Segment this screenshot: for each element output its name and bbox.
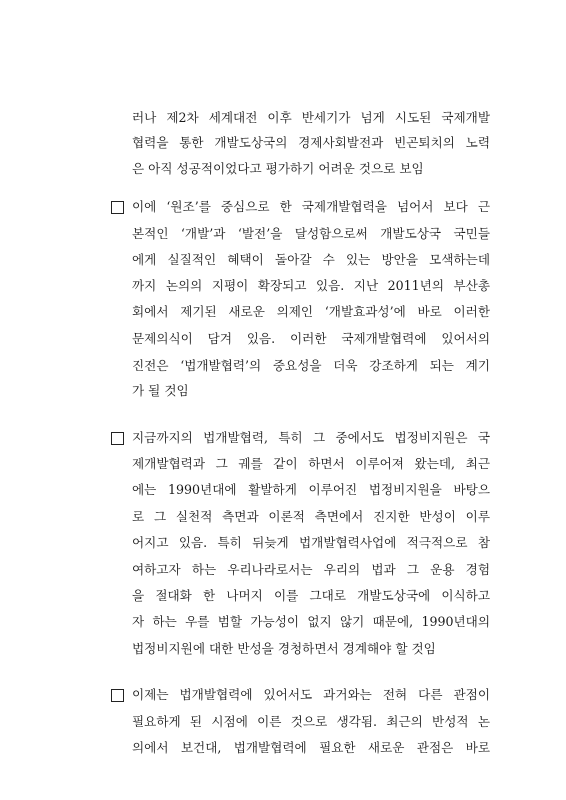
paragraph-line: 이제는 법개발협력에 있어서도 과거와는 전혀 다른 관점이 (132, 687, 490, 702)
paragraph-line: 여하고자 하는 우리나라로서는 우리의 법과 그 운용 경험 (132, 562, 490, 577)
paragraph-line: 에게 실질적인 혜택이 돌아갈 수 있는 방안을 모색하는데 (132, 252, 490, 267)
paragraph-line: 의에서 보건대, 법개발협력에 필요한 새로운 관점은 바로 (132, 740, 490, 755)
paragraph-line: 문제의식이 담겨 있음. 이러한 국제개발협력에 있어서의 (132, 331, 490, 346)
checkbox-bullet-icon (111, 432, 124, 445)
paragraph-line: 에는 1990년대에 활발하게 이루어진 법정비지원을 바탕으 (132, 482, 490, 497)
paragraph-line: 자 하는 우를 범할 가능성이 없지 않기 때문에, 1990년대의 (132, 614, 490, 629)
paragraph-line: 까지 논의의 지평이 확장되고 있음. 지난 2011년의 부산총 (132, 278, 490, 293)
paragraph-line: 이에 ‘원조’를 중심으로 한 국제개발협력을 넘어서 보다 근 (132, 199, 490, 214)
paragraph-line: 진전은 ‘법개발협력’의 중요성을 더욱 강조하게 되는 계기 (132, 358, 490, 373)
paragraph-line: 은 아직 성공적이었다고 평가하기 어려운 것으로 보임 (132, 161, 424, 176)
paragraph-line: 회에서 제기된 새로운 의제인 ‘개발효과성’에 바로 이러한 (132, 304, 490, 319)
paragraph-line: 로 그 실천적 측면과 이론적 측면에서 진지한 반성이 이루 (132, 509, 490, 524)
paragraph-line: 필요하게 된 시점에 이른 것으로 생각됨. 최근의 반성적 논 (132, 714, 490, 729)
paragraph-line: 지금까지의 법개발협력, 특히 그 중에서도 법정비지원은 국 (132, 430, 490, 445)
paragraph-line: 러나 제2차 세계대전 이후 반세기가 넘게 시도된 국제개발 (132, 110, 490, 125)
paragraph-line: 을 절대화 한 나머지 이를 그대로 개발도상국에 이식하고 (132, 588, 490, 603)
paragraph-line: 어지고 있음. 특히 뒤늦게 법개발협력사업에 적극적으로 참 (132, 535, 490, 550)
paragraph-line: 협력을 통한 개발도상국의 경제사회발전과 빈곤퇴치의 노력 (132, 135, 490, 150)
paragraph-line: 제개발협력과 그 궤를 같이 하면서 이루어져 왔는데, 최근 (132, 456, 490, 471)
checkbox-bullet-icon (111, 201, 124, 214)
checkbox-bullet-icon (111, 689, 124, 702)
paragraph-line: 가 될 것임 (132, 383, 189, 398)
paragraph-line: 본적인 ‘개발’과 ‘발전’을 달성함으로써 개발도상국 국민들 (132, 226, 490, 241)
paragraph-line: 법정비지원에 대한 반성을 경청하면서 경계해야 할 것임 (132, 641, 436, 656)
